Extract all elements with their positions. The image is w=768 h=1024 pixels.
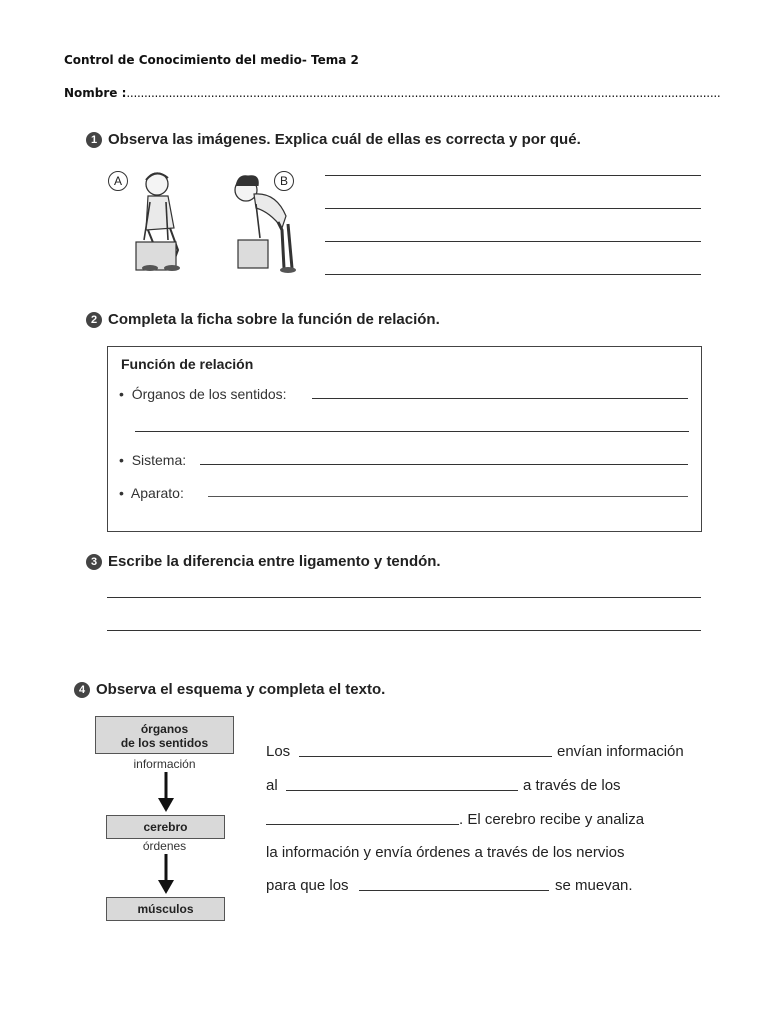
orders-label: órdenes	[142, 839, 187, 853]
system-item: • Sistema:	[119, 452, 187, 468]
question-4-text: Observa el esquema y completa el texto.	[96, 681, 386, 698]
apparatus-label: Aparato:	[130, 485, 184, 501]
cloze-line-3-end: . El cerebro recibe y analiza	[459, 811, 645, 828]
question-3-text: Escribe la diferencia entre ligamento y tendón.	[108, 553, 441, 570]
senses-answer-line-1[interactable]	[312, 398, 688, 399]
information-label: información	[133, 757, 196, 771]
cloze-blank-2[interactable]	[286, 790, 518, 791]
arrow-down-icon	[155, 854, 177, 896]
answer-line-1[interactable]	[325, 175, 701, 176]
sense-organs-box	[95, 716, 234, 754]
arrow-down-icon	[155, 772, 177, 814]
card-title: Función de relación	[121, 356, 254, 372]
relation-function-card	[107, 346, 702, 532]
question-4-number: 4	[74, 682, 90, 698]
cloze-line-1-start: Los	[266, 743, 291, 760]
answer-line-2[interactable]	[325, 208, 701, 209]
brain-box: cerebro	[106, 815, 225, 839]
question-2-heading	[86, 311, 440, 328]
question-4-heading	[74, 681, 385, 698]
system-label: Sistema:	[131, 452, 187, 468]
name-label: Nombre :	[64, 86, 127, 100]
name-field[interactable]	[64, 86, 720, 100]
cloze-line-2-end: a través de los	[523, 777, 621, 794]
cloze-line-2-start: al	[266, 777, 278, 794]
cloze-blank-3[interactable]	[266, 824, 459, 825]
question-3-number: 3	[86, 554, 102, 570]
q3-answer-line-2[interactable]	[107, 630, 701, 631]
cloze-line-5-end: se muevan.	[555, 877, 633, 894]
cloze-blank-4[interactable]	[359, 890, 549, 891]
question-1-number: 1	[86, 132, 102, 148]
question-2-number: 2	[86, 312, 102, 328]
cloze-blank-1[interactable]	[299, 756, 552, 757]
cloze-line-5-start: para que los	[266, 877, 349, 894]
option-b-label: B	[274, 171, 294, 191]
answer-line-4[interactable]	[325, 274, 701, 275]
name-dots: .........................................................................................................................................................................	[126, 86, 721, 100]
cloze-line-1-end: envían información	[557, 743, 684, 760]
person-lifting-correct-illustration	[128, 168, 194, 276]
question-3-heading	[86, 553, 441, 570]
apparatus-item: • Aparato:	[119, 485, 184, 501]
system-answer-line[interactable]	[200, 464, 688, 465]
worksheet-title: Control de Conocimiento del medio- Tema 2	[64, 53, 359, 67]
question-2-text: Completa la ficha sobre la función de relación.	[108, 311, 440, 328]
senses-label: Órganos de los sentidos:	[131, 386, 287, 402]
senses-item: • Órganos de los sentidos:	[119, 386, 287, 402]
option-a-label: A	[108, 171, 128, 191]
sense-organs-line-2: de los sentidos	[120, 736, 209, 750]
apparatus-answer-line[interactable]	[208, 496, 688, 497]
sense-organs-line-1: órganos	[140, 722, 189, 736]
q3-answer-line-1[interactable]	[107, 597, 701, 598]
question-1-text: Observa las imágenes. Explica cuál de ellas es correcta y por qué.	[108, 131, 581, 148]
question-1-heading	[86, 131, 581, 148]
senses-answer-line-2[interactable]	[135, 431, 689, 432]
answer-line-3[interactable]	[325, 241, 701, 242]
cloze-line-4: la información y envía órdenes a través de los nervios	[266, 844, 625, 861]
muscles-box: músculos	[106, 897, 225, 921]
